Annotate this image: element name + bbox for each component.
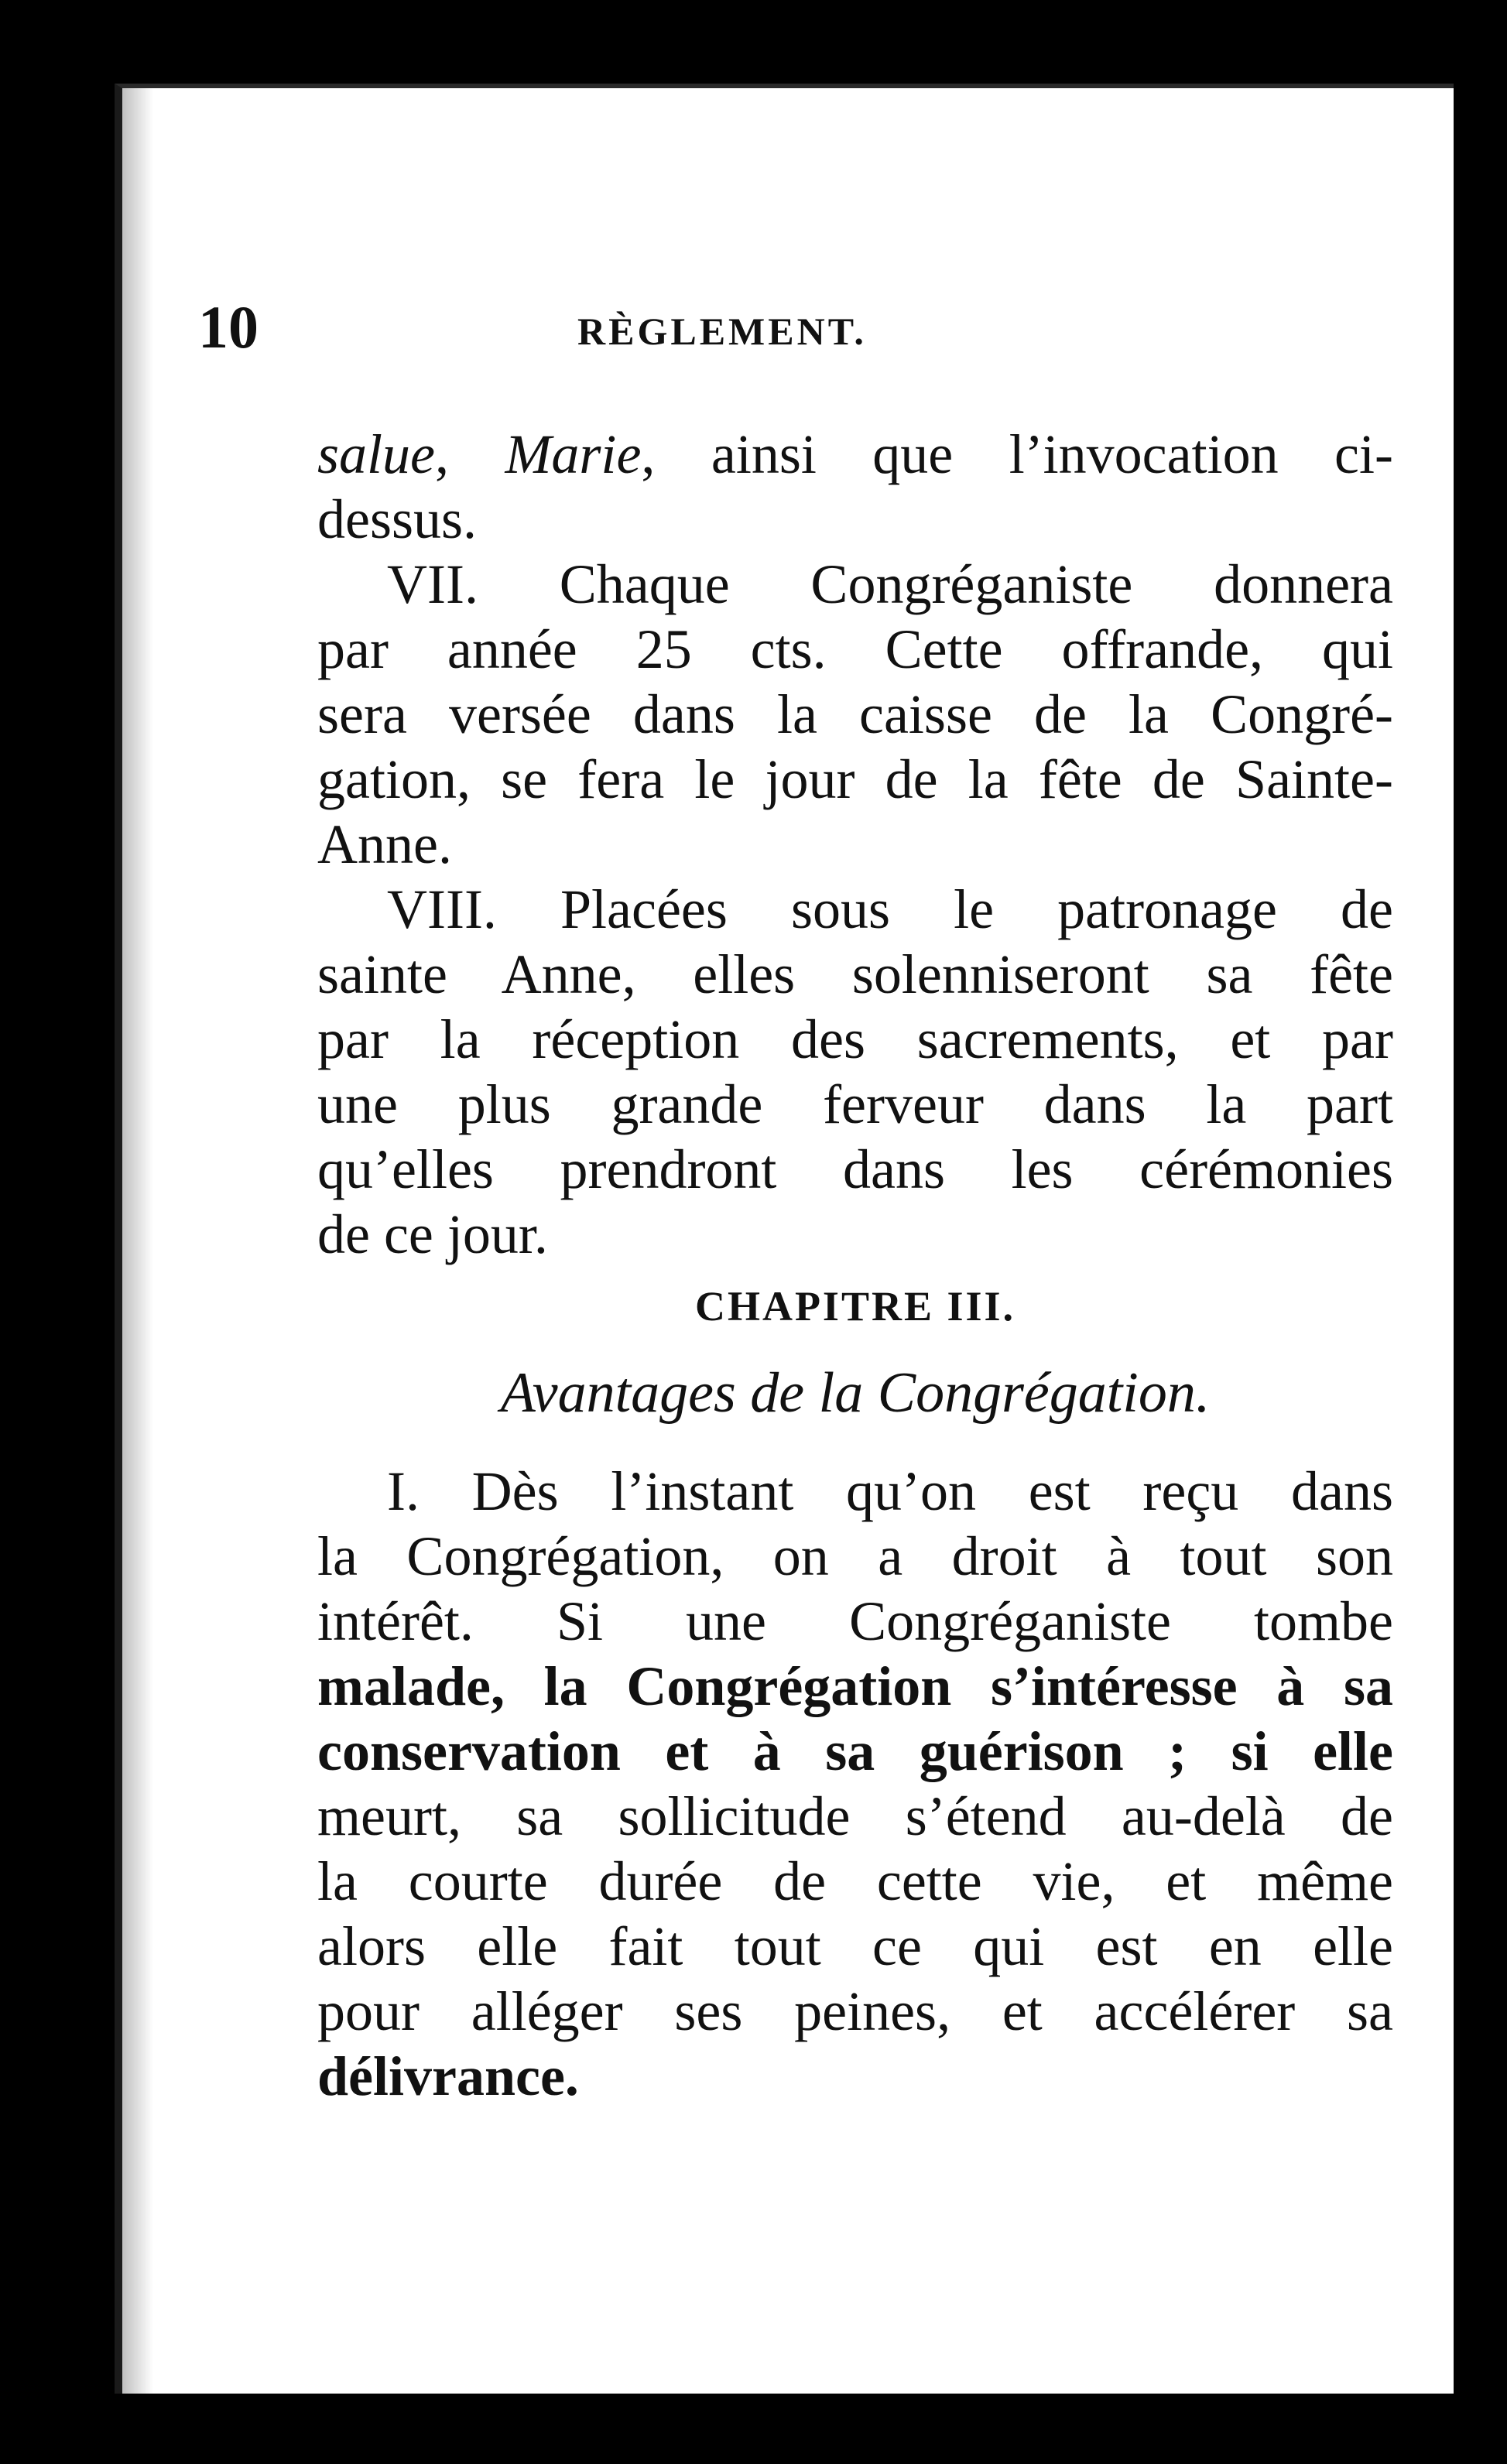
- text-line: intérêt. Si une Congréganiste tombe: [317, 1590, 1393, 1652]
- text-line: qu’elles prendront dans les cérémonies: [317, 1138, 1393, 1200]
- text-line: dessus.: [317, 488, 478, 550]
- text-line: une plus grande ferveur dans la part: [317, 1073, 1393, 1135]
- text-line: la courte durée de cette vie, et même: [317, 1850, 1393, 1912]
- text-line: meurt, sa sollicitude s’étend au-delà de: [317, 1785, 1393, 1847]
- text-line: pour alléger ses peines, et accélérer sa: [317, 1980, 1393, 2042]
- page-body: [317, 422, 1393, 2109]
- text-line: gation, se fera le jour de la fête de Sainte-: [317, 748, 1393, 810]
- text-line: Anne.: [317, 813, 452, 875]
- article-vii: VII. Chaque Congréganiste donnera: [387, 553, 1393, 615]
- text-line: de ce jour.: [317, 1203, 548, 1265]
- text-line: la Congrégation, on a droit à tout son: [317, 1525, 1393, 1587]
- page-header: [198, 293, 1390, 362]
- text-line: [317, 422, 1393, 487]
- chapter-heading: CHAPITRE III.: [694, 1283, 1016, 1330]
- text-line: conservation et à sa guérison ; si elle: [317, 1720, 1393, 1782]
- page-number: 10: [198, 293, 259, 361]
- text-line: sainte Anne, elles solenniseront sa fête: [317, 943, 1393, 1005]
- running-head: RÈGLEMENT.: [577, 310, 867, 353]
- article-i: I. Dès l’instant qu’on est reçu dans: [387, 1460, 1393, 1522]
- chapter-subtitle: Avantages de la Congrégation.: [500, 1361, 1211, 1425]
- text-line: alors elle fait tout ce qui est en elle: [317, 1915, 1393, 1977]
- article-viii: VIII. Placées sous le patronage de: [387, 878, 1393, 940]
- text-line: délivrance.: [317, 2045, 579, 2107]
- text-fragment: , ainsi que l’invocation ci-: [641, 423, 1393, 485]
- text-line: malade, la Congrégation s’intéresse à sa: [317, 1655, 1393, 1717]
- text-line: par la réception des sacrements, et par: [317, 1008, 1393, 1070]
- comma: ,: [434, 423, 505, 485]
- text-line: par année 25 cts. Cette offrande, qui: [317, 618, 1393, 680]
- text-line: sera versée dans la caisse de la Congré-: [317, 683, 1393, 745]
- italic-salue: salue: [317, 423, 435, 485]
- italic-marie: Marie: [505, 423, 642, 485]
